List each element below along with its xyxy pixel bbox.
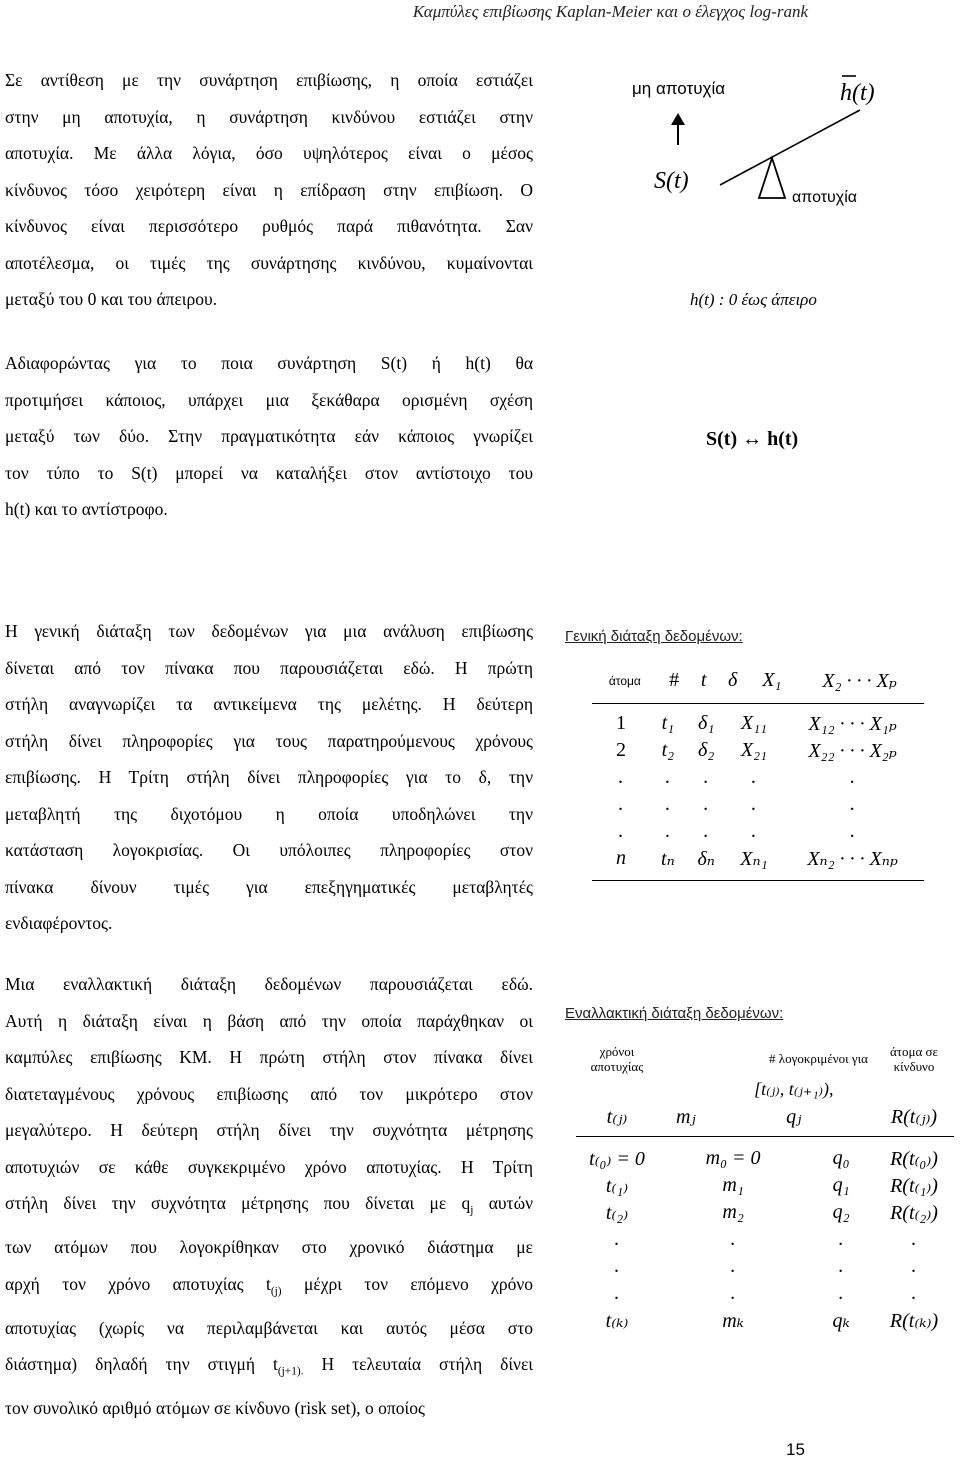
table-row: [576, 1226, 954, 1253]
table-cell: R(t₍ₖ₎): [889, 1310, 939, 1332]
text-line: Αυτή η διάταξη είναι η βάση από την οποία παράχθηκαν οι: [5, 1010, 533, 1031]
text-line: κίνδυνος είναι περισσότερο ρυθμός παρά πιθανότητα. Σαν: [5, 216, 533, 236]
text-segment: διάστημα) δηλαδή την στιγμή t: [5, 1354, 278, 1374]
figure-label-hbar: h(t): [840, 80, 875, 106]
table-cell: .: [665, 820, 671, 842]
running-header: Καμπύλες επιβίωσης Kaplan-Meier και ο έλεγχος log-rank: [412, 2, 808, 21]
table-cell: .: [850, 793, 856, 815]
table-cell: .: [703, 820, 709, 842]
text-segment: μέχρι τον επόμενο χρόνο: [281, 1273, 533, 1294]
table-row: [576, 1307, 954, 1334]
table-cell: mₖ: [722, 1310, 744, 1332]
table-header-cell: X₂ · · · Xₚ: [822, 670, 897, 692]
subscript: j: [470, 1204, 474, 1217]
table-header-row: [576, 1076, 954, 1103]
table-row: [592, 764, 924, 791]
paragraph-hazard-description: [5, 62, 533, 318]
text-line: μεγαλύτερο. Η δεύτερη στήλη δίνει την συχνότητα μέτρησης: [5, 1120, 533, 1140]
text-segment: αυτών: [473, 1193, 533, 1213]
table-header-cell: [t₍ⱼ₎, t₍ⱼ₊₁₎),: [754, 1079, 834, 1099]
table-cell: .: [614, 1255, 620, 1277]
general-table-caption: Γενική διάταξη δεδομένων:: [565, 628, 743, 645]
table-cell: .: [751, 766, 757, 788]
text-line: κατάσταση λογοκρισίας. Οι υπόλοιπες πληροφορίες στον: [5, 840, 533, 860]
hazard-range-caption: h(t) : 0 έως άπειρο: [690, 290, 817, 309]
text-line: στην μη αποτυχία, η συνάρτηση κινδύνου εστιάζει στην: [5, 106, 533, 127]
table-header-cell: t₍ⱼ₎: [606, 1106, 628, 1128]
table-cell: .: [730, 1282, 736, 1304]
table-header-cell: χρόνοι αποτυχίας: [590, 1044, 644, 1074]
text-line: [5, 1266, 533, 1310]
table-cell: .: [614, 1228, 620, 1250]
subscript: (j+1).: [277, 1365, 304, 1378]
table-cell: R(t₍₂₎): [890, 1202, 938, 1224]
seesaw-beam: [720, 110, 860, 185]
table-header-cell: X₁: [762, 669, 782, 691]
table-row: [576, 1145, 954, 1172]
table-header-cell: άτομα: [608, 673, 641, 688]
table-cell: .: [911, 1255, 917, 1277]
text-line: Η γενική διάταξη των δεδομένων για μια ανάλυση επιβίωσης: [5, 621, 533, 641]
table-header-cell: qⱼ: [786, 1106, 802, 1128]
table-cell: q₁: [832, 1174, 850, 1196]
table-rule-top: [576, 1136, 954, 1137]
table-header-row: [576, 1042, 954, 1076]
text-line: προτιμήσει κάποιος, υπάρχει μια ξεκάθαρα ορισμένη σχέση: [5, 389, 533, 410]
figure-label-failure: αποτυχία: [792, 189, 858, 206]
table-cell: δ₂: [698, 739, 715, 761]
table-cell: m₂: [722, 1201, 744, 1223]
table-row: [592, 710, 924, 737]
alternative-table-caption: Εναλλακτική διάταξη δεδομένων:: [565, 1005, 784, 1022]
table-cell: R(t₍₁₎): [890, 1175, 938, 1197]
table-row: [576, 1172, 954, 1199]
table-cell: .: [751, 793, 757, 815]
table-cell: δ₁: [698, 712, 715, 734]
table-cell: tₙ: [661, 848, 675, 870]
table-cell: .: [618, 766, 624, 788]
text-line: Σε αντίθεση με την συνάρτηση επιβίωσης, η οποία εστιάζει: [5, 70, 533, 90]
text-line: πίνακα δίνουν τιμές για επεξηγηματικές μεταβλητές: [5, 876, 533, 897]
text-line: αποτυχίας (χωρίς να περιλαμβάνεται και αυτός μέσα στο: [5, 1317, 533, 1338]
table-cell: t₂: [661, 739, 675, 761]
text-line: αποτυχιών σε κάθε συγκεκριμένο χρόνο αποτυχίας. Η Τρίτη: [5, 1156, 533, 1177]
alternative-data-table: [576, 1042, 954, 1334]
text-line: τον συνολικό αριθμό ατόμων σε κίνδυνο (risk set), ο οποίος: [5, 1398, 425, 1418]
text-line: μεταξύ των δύο. Στην πραγματικότητα εάν κάποιος γνωρίζει: [5, 426, 533, 446]
table-cell: n: [616, 847, 626, 869]
table-header-cell: #: [669, 669, 680, 691]
table-cell: q₀: [832, 1147, 850, 1169]
table-cell: .: [911, 1228, 917, 1250]
text-line: Μια εναλλακτική διάταξη δεδομένων παρουσιάζεται εδώ.: [5, 974, 533, 994]
table-cell: Xₙ₂ · · · Xₙₚ: [807, 848, 898, 870]
table-header-cell: [576, 1076, 658, 1103]
table-cell: .: [911, 1282, 917, 1304]
text-line: [5, 1346, 533, 1390]
table-row: [576, 1280, 954, 1307]
table-cell: .: [838, 1282, 844, 1304]
table-cell: 2: [616, 739, 626, 761]
table-cell: t₍₀₎ = 0: [589, 1148, 645, 1170]
table-rule-bottom: [592, 880, 924, 881]
table-cell: .: [665, 766, 671, 788]
text-segment: Η τελευταία στήλη δίνει: [303, 1354, 533, 1374]
page-number: 15: [786, 1440, 805, 1459]
relation-formula: S(t) ↔ h(t): [706, 428, 799, 450]
table-header-row: [592, 668, 924, 699]
paragraph-alternative-layout: [5, 966, 533, 1427]
table-cell: 1: [616, 712, 626, 734]
table-header-cell: άτομα σε κίνδυνο: [889, 1044, 939, 1074]
table-header-cell: mⱼ: [675, 1106, 696, 1128]
table-cell: q₂: [832, 1201, 850, 1223]
table-row: [592, 818, 924, 845]
text-line: δίνεται από τον πίνακα που παρουσιάζεται εδώ. Η πρώτη: [5, 657, 533, 678]
text-line: καμπύλες επιβίωσης ΚΜ. Η πρώτη στήλη στον πίνακα δίνει: [5, 1047, 533, 1067]
text-line: των ατόμων που λογοκρίθηκαν στο χρονικό διάστημα με: [5, 1237, 533, 1257]
table-cell: X₂₁: [740, 739, 767, 761]
table-cell: m₀ = 0: [705, 1147, 761, 1169]
table-cell: .: [618, 820, 624, 842]
table-cell: t₁: [661, 712, 675, 734]
paragraph-relation: [5, 345, 533, 528]
table-row: [592, 737, 924, 764]
table-header-cell: R(t₍ⱼ₎): [890, 1106, 938, 1128]
text-segment: στήλη δίνει την συχνότητα μέτρησης που δίνεται με q: [5, 1193, 471, 1213]
table-cell: .: [703, 793, 709, 815]
table-header-cell: t: [700, 669, 707, 691]
table-cell: .: [730, 1228, 736, 1250]
subscript: (j): [270, 1285, 282, 1297]
table-cell: m₁: [722, 1174, 744, 1196]
table-cell: t₍ₖ₎: [605, 1310, 629, 1332]
table-cell: .: [838, 1228, 844, 1250]
figure-label-nonfailure: μη αποτυχία: [632, 79, 726, 98]
table-cell: .: [850, 820, 856, 842]
table-row: [576, 1199, 954, 1226]
text-line: στήλη δίνει πληροφορίες για τους παρατηρούμενους χρόνους: [5, 730, 533, 751]
table-cell: X₁₁: [740, 712, 767, 734]
table-cell: .: [614, 1282, 620, 1304]
table-cell: Xₙ₁: [740, 848, 768, 870]
figure-label-survival: S(t): [654, 168, 689, 194]
table-cell: R(t₍₀₎): [890, 1148, 938, 1170]
text-line: Αδιαφορώντας για το ποια συνάρτηση S(t) ή h(t) θα: [5, 353, 533, 373]
text-line: διατεταγμένους χρόνους επιβίωσης από τον μικρότερο στον: [5, 1083, 533, 1104]
text-line: στήλη αναγνωρίζει τα αντικείμενα της μελέτης. Η δεύτερη: [5, 694, 533, 714]
table-row: [576, 1253, 954, 1280]
text-line: h(t) και το αντίστροφο.: [5, 499, 168, 519]
table-header-cell: δ: [727, 669, 738, 691]
text-line: μεταξύ του 0 και του άπειρου.: [5, 289, 218, 309]
paragraph-general-layout: [5, 613, 533, 942]
table-cell: .: [838, 1255, 844, 1277]
table-cell: qₖ: [832, 1310, 850, 1332]
up-arrow-icon: [671, 113, 685, 125]
table-header-cell: [658, 1076, 714, 1103]
text-line: μεταβλητή της διχοτόμου η οποία υποδηλώνει την: [5, 803, 533, 824]
table-header-cell: # λογοκριμένοι για: [769, 1051, 868, 1066]
table-cell: .: [618, 793, 624, 815]
table-row: [592, 845, 924, 872]
table-cell: .: [665, 793, 671, 815]
table-cell: .: [703, 766, 709, 788]
table-cell: t₍₂₎: [605, 1202, 629, 1224]
text-line: τον τύπο το S(t) μπορεί να καταλήξει στον αντίστοιχο του: [5, 462, 533, 483]
fulcrum-triangle: [759, 158, 785, 198]
seesaw-figure: [620, 70, 890, 220]
table-row: [592, 791, 924, 818]
table-cell: .: [730, 1255, 736, 1277]
table-cell: t₍₁₎: [605, 1175, 629, 1197]
text-segment: αρχή τον χρόνο αποτυχίας t: [5, 1273, 271, 1294]
table-cell: X₂₂ · · · X₂ₚ: [808, 740, 897, 762]
general-data-table: [592, 668, 924, 881]
table-header-cell: [874, 1076, 954, 1103]
text-line: [5, 1185, 533, 1229]
text-line: επιβίωσης. Η Τρίτη στήλη δίνει πληροφορίες για το δ, την: [5, 767, 533, 787]
table-cell: X₁₂ · · · X₁ₚ: [808, 713, 897, 735]
table-header-row: [576, 1103, 954, 1130]
text-line: αποτέλεσμα, οι τιμές της συνάρτησης κινδύνου, κυμαίνονται: [5, 252, 533, 273]
table-cell: .: [850, 766, 856, 788]
table-rule-top: [592, 703, 924, 704]
text-line: αποτυχία. Με άλλα λόγια, όσο υψηλότερος είναι ο μέσος: [5, 143, 533, 163]
text-line: ενδιαφέροντος.: [5, 913, 113, 933]
text-line: κίνδυνος τόσο χειρότερη είναι η επίδραση στην επιβίωση. Ο: [5, 179, 533, 200]
table-cell: δₙ: [697, 848, 715, 870]
table-cell: .: [751, 820, 757, 842]
